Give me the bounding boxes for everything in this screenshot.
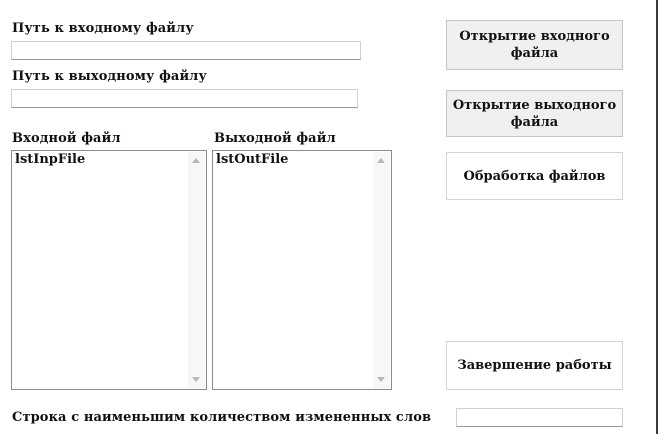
input-file-label: Входной файл	[12, 131, 121, 146]
min-changed-line-field[interactable]	[456, 408, 623, 427]
output-list-scrollbar[interactable]	[373, 152, 390, 388]
input-file-listbox[interactable]	[11, 150, 207, 390]
process-files-button[interactable]: Обработка файлов	[446, 152, 623, 200]
scroll-up-arrow-icon[interactable]	[377, 158, 385, 163]
input-path-field[interactable]	[11, 41, 361, 60]
output-file-list-items	[214, 152, 373, 388]
window-border-right	[656, 0, 658, 434]
input-file-list-items	[13, 152, 188, 388]
scroll-down-arrow-icon[interactable]	[192, 377, 200, 382]
open-input-file-button[interactable]: Открытие входного файла	[446, 20, 623, 70]
min-changed-line-label: Строка с наименьшим количеством измененных слов	[12, 410, 432, 425]
input-list-scrollbar[interactable]	[188, 152, 205, 388]
scroll-down-arrow-icon[interactable]	[377, 377, 385, 382]
output-file-label: Выходной файл	[214, 131, 336, 146]
scroll-up-arrow-icon[interactable]	[192, 158, 200, 163]
output-path-label: Путь к выходному файлу	[12, 69, 207, 84]
open-output-file-button[interactable]: Открытие выходного файла	[446, 90, 623, 137]
list-item[interactable]: lstInpFile	[15, 152, 86, 167]
output-file-listbox[interactable]	[212, 150, 392, 390]
output-path-field[interactable]	[11, 89, 358, 108]
list-item[interactable]: lstOutFile	[216, 152, 289, 167]
exit-button[interactable]: Завершение работы	[446, 341, 623, 390]
input-path-label: Путь к входному файлу	[12, 21, 194, 36]
